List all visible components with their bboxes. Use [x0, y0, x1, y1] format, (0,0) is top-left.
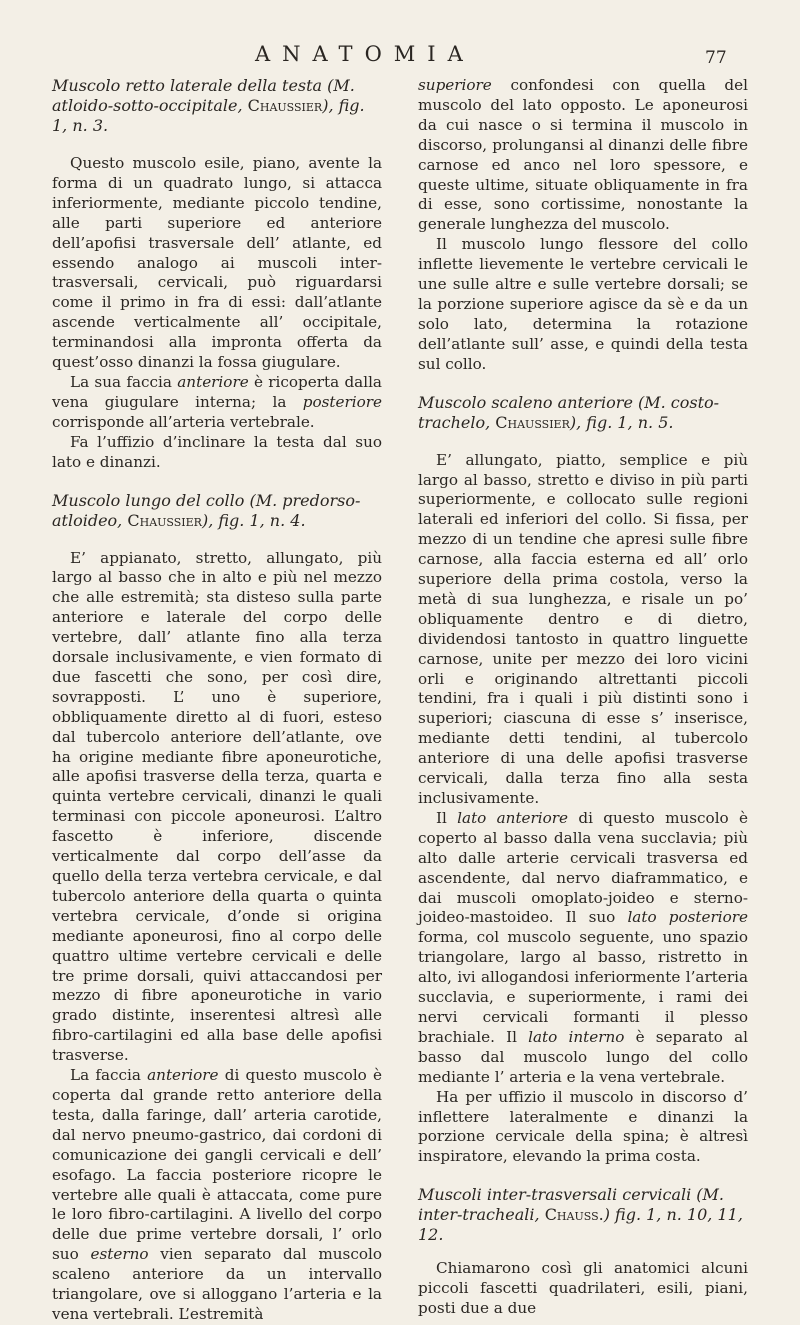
- section-heading-inter-trasversali: [418, 1185, 748, 1245]
- emphasis: lato anteriore: [457, 808, 569, 827]
- section-heading-lungo-collo: [52, 491, 382, 531]
- paragraph: La sua faccia anteriore è ricoperta dalla vena giugulare interna; la posteriore corrisponde all’arteria vertebrale.: [52, 372, 382, 431]
- heading-ref: ), fig. 1, n. 3.: [52, 96, 365, 135]
- heading-author: Chaussier: [247, 96, 323, 115]
- heading-title: Muscolo retto laterale della testa (M. atloido-sotto-occipitale,: [52, 76, 355, 115]
- paragraph: Questo muscolo esile, piano, avente la forma di un quadrato lungo, si attacca inferiormente, mediante piccolo tendine, alle parti superiore ed anteriore dell’apofisi trasversale dell’ atlante, ed essendo analogo ai muscoli inter-trasversali, cervicali, può riguardarsi come il primo in fra di essi: dall’atlante ascende verticalmente all’ occipitale, terminandosi alla impronta offerta da quest’osso dinanzi la fossa giugulare.: [52, 154, 382, 372]
- paragraph: E’ appianato, stretto, allungato, più largo al basso che in alto e più nel mezzo che alle estremità; sta disteso sulla parte anteriore e laterale del corpo delle vertebre, dall’ atlante fino alla terza dorsale inclusivamente, e vien formato di due fascetti che sono, per così dire, sovrapposti. L’ uno è superiore, obbliquamente diretto al di fuori, esteso dal tubercolo anteriore dell’atlante, ove ha origine mediante fibre aponeurotiche, alle apofisi trasverse della terza, quarta e quinta vertebre cervicali, dinanzi le quali terminasi con piccole aponeurosi. L’altro fascetto è inferiore, discende verticalmente dal corpo dell’asse da quello della terza vertebra cervicale, e dal tubercolo anteriore della quarta o quinta vertebra cervicale, d’onde si origina mediante aponeurosi, fino al corpo delle quattro ultime vertebre cervicali e delle tre prime dorsali, quivi attaccandosi per mezzo di fibre aponeurotiche in vario grado distinte, inserentesi altresì alle fibro-cartilagini ed alla base delle apofisi trasverse.: [52, 548, 382, 1065]
- paragraph: Il muscolo lungo flessore del collo inflette lievemente le vertebre cervicali le une sulle altre e sulle vertebre dorsali; se la porzione superiore agisce da sè e da un solo lato, determina la rotazione dell’atlante sull’ asse, e quindi della testa sul collo.: [418, 235, 748, 373]
- heading-author: Chauss.: [544, 1205, 604, 1225]
- paragraph: Il lato anteriore di questo muscolo è coperto al basso dalla vena succlavia; più alto dalle arterie cervicali trasversa ed ascendente, dal nervo diaframmatico, e dai muscoli omoplato-joideo e sterno-joideo-mastoideo. Il suo lato posteriore forma, col muscolo seguente, uno spazio triangolare, largo al basso, ristretto in alto, ivi allogandosi inferiormente l’arteria succlavia, e superiormente, i rami dei nervi cervicali formanti il plesso brachiale. Il lato interno è separato al basso dal muscolo lungo del collo mediante l’ arteria e la vena vertebrale.: [418, 808, 748, 1086]
- running-head: ANATOMIA: [255, 42, 475, 66]
- emphasis: esterno: [90, 1245, 149, 1264]
- heading-ref: ), fig. 1, n. 5.: [569, 412, 674, 432]
- heading-author: Chaussier: [495, 412, 570, 432]
- emphasis: lato posteriore: [627, 908, 748, 927]
- heading-title: Muscoli inter-trasversali cervicali (M. inter-tracheali,: [418, 1185, 725, 1225]
- right-column: [418, 76, 748, 1319]
- emphasis: superiore: [418, 76, 492, 94]
- paragraph: Fa l’uffizio d’inclinare la testa dal suo lato e dinanzi.: [52, 432, 382, 471]
- emphasis: anteriore: [177, 372, 249, 391]
- heading-ref: ) fig. 1, n. 10, 11, 12.: [418, 1205, 743, 1245]
- heading-title: Muscolo scaleno anteriore (M. costo-trachelo,: [418, 392, 720, 432]
- page-header: [0, 40, 800, 70]
- page-number: 77: [705, 48, 727, 68]
- emphasis: lato interno: [528, 1027, 625, 1046]
- heading-author: Chaussier: [127, 510, 202, 530]
- paragraph: Chiamarono così gli anatomici alcuni piccoli fascetti quadrilateri, esili, piani, posti due a due: [418, 1259, 748, 1318]
- left-column: [52, 76, 382, 1325]
- section-heading-scaleno-anteriore: [418, 393, 748, 433]
- heading-title: Muscolo lungo del collo (M. predorso-atloideo,: [52, 490, 361, 530]
- emphasis: anteriore: [147, 1066, 219, 1085]
- paragraph: La faccia anteriore di questo muscolo è coperta dal grande retto anteriore della testa, dalla faringe, dall’ arteria carotide, dal nervo pneumo-gastrico, dai cordoni di comunicazione dei gangli cervicali e dell’ esofago. La faccia posteriore ricopre le vertebre alle quali è attaccata, come pure le loro fibro-cartilagini. A livello del corpo delle due prime vertebre dorsali, l’ orlo suo esterno vien separato dal muscolo scaleno anteriore da un intervallo triangolare, ove si alloggano l’arteria e la vena vertebrali. L’estremità: [52, 1066, 383, 1323]
- section-heading-retto-laterale: [52, 76, 382, 136]
- heading-ref: ), fig. 1, n. 4.: [201, 510, 306, 530]
- paragraph-continued: superiore confondesi con quella del muscolo del lato opposto. Le aponeurosi da cui nasce o si termina il muscolo in discorso, prolungansi al dinanzi delle fibre carnose ed anco nel loro spessore, e queste ultime, situate obliquamente in fra di esse, sono cortissime, nonostante la generale lunghezza del muscolo.: [418, 76, 748, 234]
- paragraph: E’ allungato, piatto, semplice e più largo al basso, stretto e diviso in più parti superiormente, e collocato sulle regioni laterali ed inferiori del collo. Si fissa, per mezzo di un tendine che apresi sulle fibre carnose, alla faccia esterna ed all’ orlo superiore della prima costola, verso la metà di sua lunghezza, e risale un po’ obliquamente dentro e di dietro, dividendosi tantosto in quattro linguette carnose, unite per mezzo dei loro vicini orli e originando altrettanti piccoli tendini, fra i quali i più distinti sono i superiori; ciascuna di esse s’ inserisce, mediante detti tendini, al tubercolo anteriore di una delle apofisi trasverse cervicali, dalla terza fino alla sesta inclusivamente.: [418, 450, 748, 807]
- paragraph: Ha per uffizio il muscolo in discorso d’ inflettere lateralmente e dinanzi la porzione cervicale della spina; è altresì inspiratore, elevando la prima costa.: [418, 1087, 748, 1166]
- emphasis: posteriore: [302, 392, 382, 411]
